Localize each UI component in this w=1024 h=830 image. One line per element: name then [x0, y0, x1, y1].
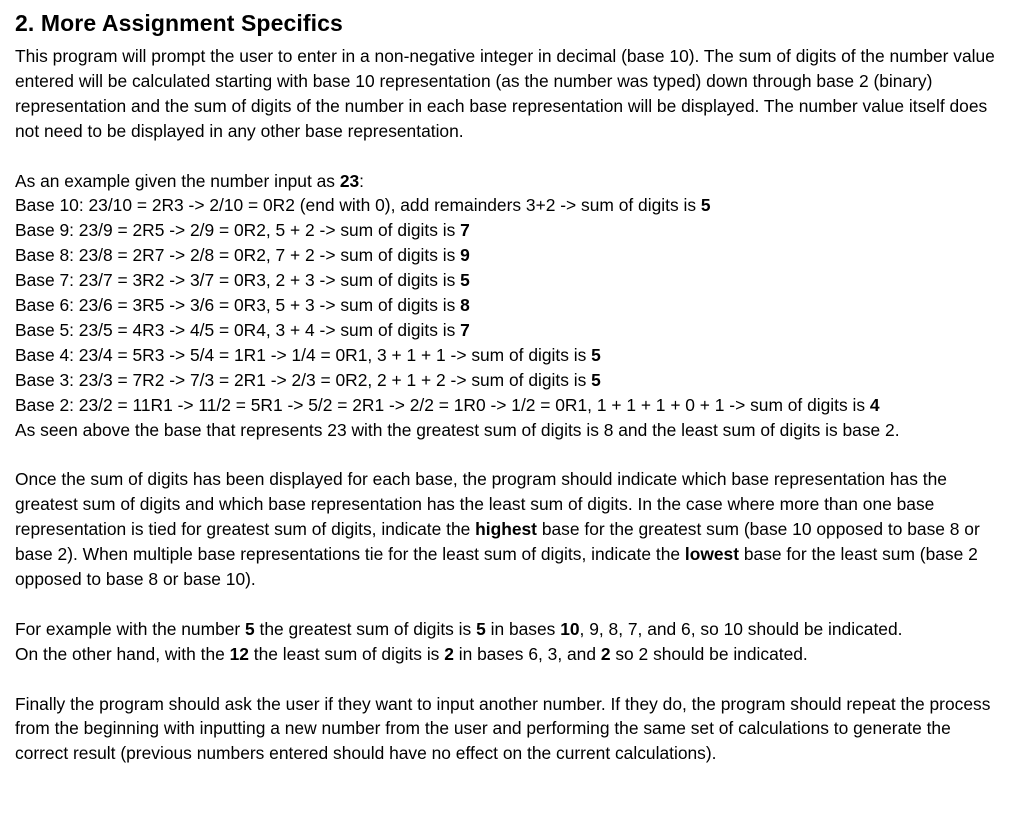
intro-paragraph: This program will prompt the user to enter in a non-negative integer in decimal (base 10). The sum of digits of the number value entered will be calculated starting with base 10 representation (as the number was typed) down through base 2 (binary) representation and the sum of digits of the number in each base representation will be displayed. The number value itself does not need to be displayed in any other base representation.: [15, 46, 995, 141]
sum-value: 8: [460, 295, 470, 316]
sum-value: 4: [869, 394, 880, 415]
example-line-base-5: Base 5: 23/5 = 4R3 -> 4/5 = 0R4, 3 + 4 -> sum of digits is 7: [15, 319, 470, 340]
section-heading: 2. More Assignment Specifics: [15, 10, 343, 36]
example-line-base-9: Base 9: 23/9 = 2R5 -> 2/9 = 0R2, 5 + 2 -> sum of digits is 7: [15, 220, 470, 241]
sum-value: 7: [460, 220, 470, 241]
example-line-base-10: Base 10: 23/10 = 2R3 -> 2/10 = 0R2 (end with 0), add remainders 3+2 -> sum of digits is 5: [15, 195, 711, 216]
sum-value: 5: [591, 344, 601, 365]
example-line-base-7: Base 7: 23/7 = 3R2 -> 3/7 = 0R3, 2 + 3 -> sum of digits is 5: [15, 270, 470, 291]
example-intro: As an example given the number input as 23:: [15, 170, 365, 191]
tie-example-paragraph: [15, 617, 1005, 667]
paragraph-gap: [15, 442, 1005, 467]
paragraph-gap: [15, 592, 1005, 617]
example-line-base-6: Base 6: 23/6 = 3R5 -> 3/6 = 0R3, 5 + 3 -> sum of digits is 8: [15, 295, 470, 316]
sum-value: 7: [460, 319, 470, 340]
sum-value: 5: [591, 369, 601, 390]
example-line-base-3: Base 3: 23/3 = 7R2 -> 7/3 = 2R1 -> 2/3 = 0R2, 2 + 1 + 2 -> sum of digits is 5: [15, 369, 601, 390]
example-block: [15, 169, 1005, 443]
sum-value: 9: [460, 245, 470, 266]
sum-value: 5: [460, 270, 470, 291]
sum-value: 5: [700, 195, 711, 216]
paragraph-gap: [15, 667, 1005, 692]
tie-example-line-1: For example with the number 5 the greatest sum of digits is 5 in bases 10, 9, 8, 7, and 6, so 10 should be indicated.: [15, 618, 903, 639]
paragraph-gap: [15, 144, 1005, 169]
tie-example-line-2: On the other hand, with the 12 the least sum of digits is 2 in bases 6, 3, and 2 so 2 should be indicated.: [15, 643, 808, 664]
example-number: 23: [339, 170, 360, 191]
document-page: [15, 8, 1005, 766]
emphasis-lowest: lowest: [684, 544, 740, 565]
finally-paragraph: Finally the program should ask the user if they want to input another number. If they do, the program should repeat the process from the beginning with inputting a new number from the user and performing the same set of calculations to generate the correct result (previous numbers entered should have no effect on the current calculations).: [15, 693, 991, 764]
emphasis-highest: highest: [475, 519, 537, 540]
example-line-base-4: Base 4: 23/4 = 5R3 -> 5/4 = 1R1 -> 1/4 = 0R1, 3 + 1 + 1 -> sum of digits is 5: [15, 344, 601, 365]
example-conclusion: As seen above the base that represents 23 with the greatest sum of digits is 8 and the least sum of digits is base 2.: [15, 419, 900, 440]
example-line-base-8: Base 8: 23/8 = 2R7 -> 2/8 = 0R2, 7 + 2 -> sum of digits is 9: [15, 245, 470, 266]
example-line-base-2: Base 2: 23/2 = 11R1 -> 11/2 = 5R1 -> 5/2 = 2R1 -> 2/2 = 1R0 -> 1/2 = 0R1, 1 + 1 + 1 + 0 + 1 -> sum of digits is 4: [15, 394, 880, 415]
tie-rules-paragraph: Once the sum of digits has been displayed for each base, the program should indicate which base representation has the greatest sum of digits and which base representation has the least sum of digits. In the case where more than one base representation is tied for greatest sum of digits, indicate the highest base for the greatest sum (base 10 opposed to base 8 or base 2). When multiple base representations tie for the least sum of digits, indicate the lowest base for the least sum (base 2 opposed to base 8 or base 10).: [15, 469, 980, 589]
